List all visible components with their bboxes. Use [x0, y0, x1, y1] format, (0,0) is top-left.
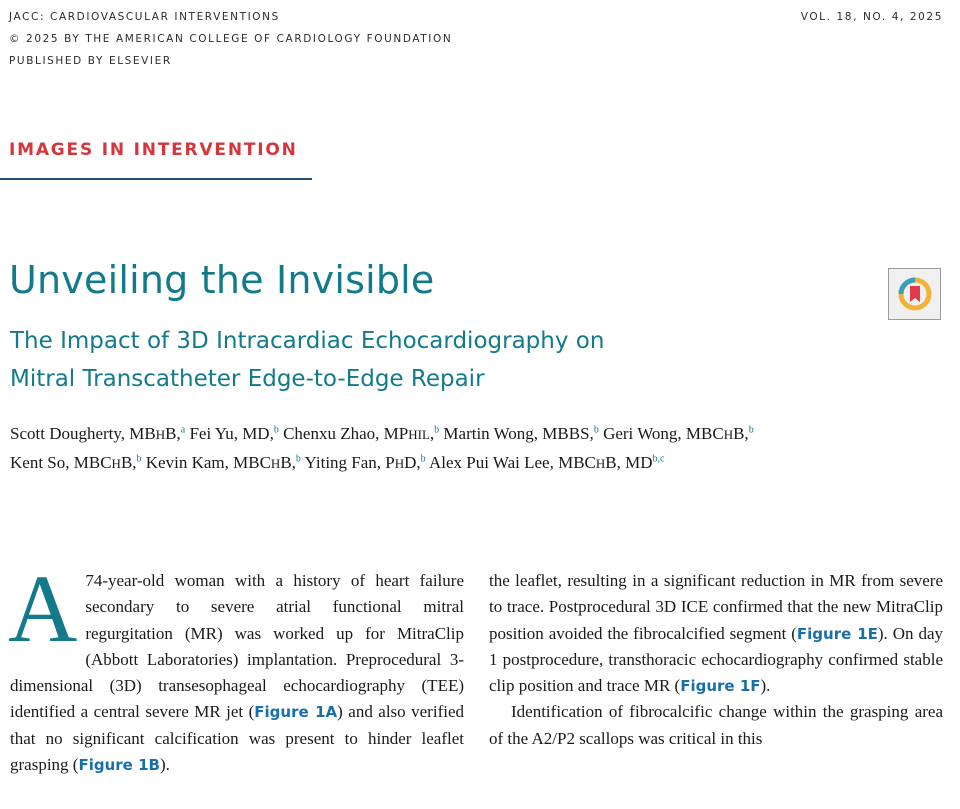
- author: Kent So, MBCHB,$^b$: [10, 453, 142, 472]
- author: Geri Wong, MBCHB,$^b$: [603, 424, 754, 443]
- author-list: [10, 420, 910, 478]
- figure-link-1b[interactable]: Figure 1B: [78, 756, 160, 775]
- author: Scott Dougherty, MBHB,$^a$: [10, 424, 186, 443]
- body-column-right: [489, 568, 943, 752]
- body-paragraph: the leaflet, resulting in a significant reduction in MR from severe to trace. Postprocedural 3D ICE confirmed that the new MitraClip position avoided the fibrocalcified segment (Figure 1E). On day 1 postprocedure, transthoracic echocardiography confirmed stable clip position and trace MR (Figure 1F).: [489, 571, 943, 696]
- body-paragraph: A 74-year-old woman with a history of heart failure secondary to severe atrial functional mitral regurgitation (MR) was worked up for MitraClip (Abbott Laboratories) implantation. Preprocedural 3-dimensional (3D) transesophageal echocardiography (TEE) identified a central severe MR jet (Figure 1A) and also verified that no significant calcification was present to hinder leaflet grasping (Figure 1B).: [8, 555, 464, 775]
- article-subtitle: [10, 322, 870, 398]
- figure-link-1a[interactable]: Figure 1A: [254, 703, 338, 722]
- body-paragraph: Identification of fibrocalcific change within the grasping area of the A2/P2 scallops was critical in this: [489, 702, 943, 748]
- author: Fei Yu, MD,$^b$: [189, 424, 279, 443]
- section-divider: [0, 178, 312, 180]
- subtitle-line-1: The Impact of 3D Intracardiac Echocardiography on: [10, 328, 605, 354]
- author: Martin Wong, MBBS,$^b$: [443, 424, 599, 443]
- copyright-line: © 2025 BY THE AMERICAN COLLEGE OF CARDIOLOGY FOUNDATION: [9, 33, 453, 45]
- volume-issue: VOL. 18, NO. 4, 2025: [800, 11, 943, 23]
- author: Chenxu Zhao, MPHIL,$^b$: [283, 424, 440, 443]
- body-column-left: [8, 555, 464, 778]
- check-for-updates-button[interactable]: [888, 268, 941, 320]
- check-for-updates-icon: [897, 276, 933, 312]
- article-title: Unveiling the Invisible: [9, 258, 435, 302]
- author: Yiting Fan, PHD,$^b$: [304, 453, 426, 472]
- figure-link-1f[interactable]: Figure 1F: [680, 677, 761, 696]
- journal-name: JACC: CARDIOVASCULAR INTERVENTIONS: [9, 11, 280, 23]
- author: Alex Pui Wai Lee, MBCHB, MD$^{b,c}$: [428, 453, 665, 472]
- figure-link-1e[interactable]: Figure 1E: [796, 624, 878, 643]
- subtitle-line-2: Mitral Transcatheter Edge-to-Edge Repair: [10, 366, 485, 392]
- author: Kevin Kam, MBCHB,$^b$: [145, 453, 301, 472]
- drop-cap: A: [8, 555, 78, 662]
- publisher-line: PUBLISHED BY ELSEVIER: [9, 55, 172, 67]
- section-label: IMAGES IN INTERVENTION: [9, 140, 298, 160]
